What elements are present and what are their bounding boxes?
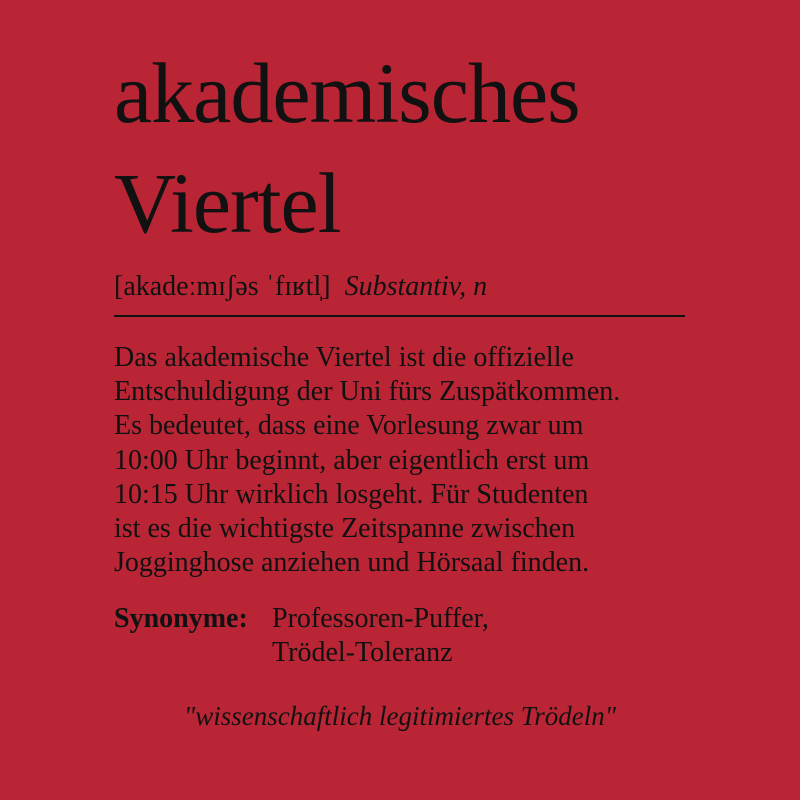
definition-line: 10:15 Uhr wirklich losgeht. Für Studenten	[114, 478, 589, 510]
pronunciation: [akadeːmɪʃəs ˈfɪʁtl̩]	[114, 271, 331, 302]
synonym-item: Trödel-Toleranz	[272, 637, 453, 668]
title-line-2: Viertel	[114, 155, 341, 251]
synonyms-list	[272, 602, 489, 670]
definition	[114, 341, 714, 580]
synonyms-section	[114, 602, 489, 668]
quote: "wissenschaftlich legitimiertes Trödeln"	[183, 701, 617, 731]
definition-line: Entschuldigung der Uni fürs Zuspätkommen.	[114, 376, 621, 408]
definition-line: Jogginghose anziehen und Hörsaal finden.	[114, 547, 590, 579]
part-of-speech: Substantiv, n	[344, 271, 488, 302]
synonym-item: Professoren-Puffer,	[272, 603, 489, 634]
synonyms-label: Synonyme:	[114, 603, 248, 634]
definition-line: Es bedeutet, dass eine Vorlesung zwar um	[114, 410, 584, 442]
definition-line: Das akademische Viertel ist die offizielle	[114, 342, 574, 373]
title-line-1: akademisches	[114, 45, 580, 141]
definition-line: ist es die wichtigste Zeitspanne zwischen	[114, 513, 576, 545]
divider-rule	[114, 315, 685, 317]
definition-line: 10:00 Uhr beginnt, aber eigentlich erst um	[114, 444, 590, 476]
pronunciation-row	[114, 272, 487, 303]
